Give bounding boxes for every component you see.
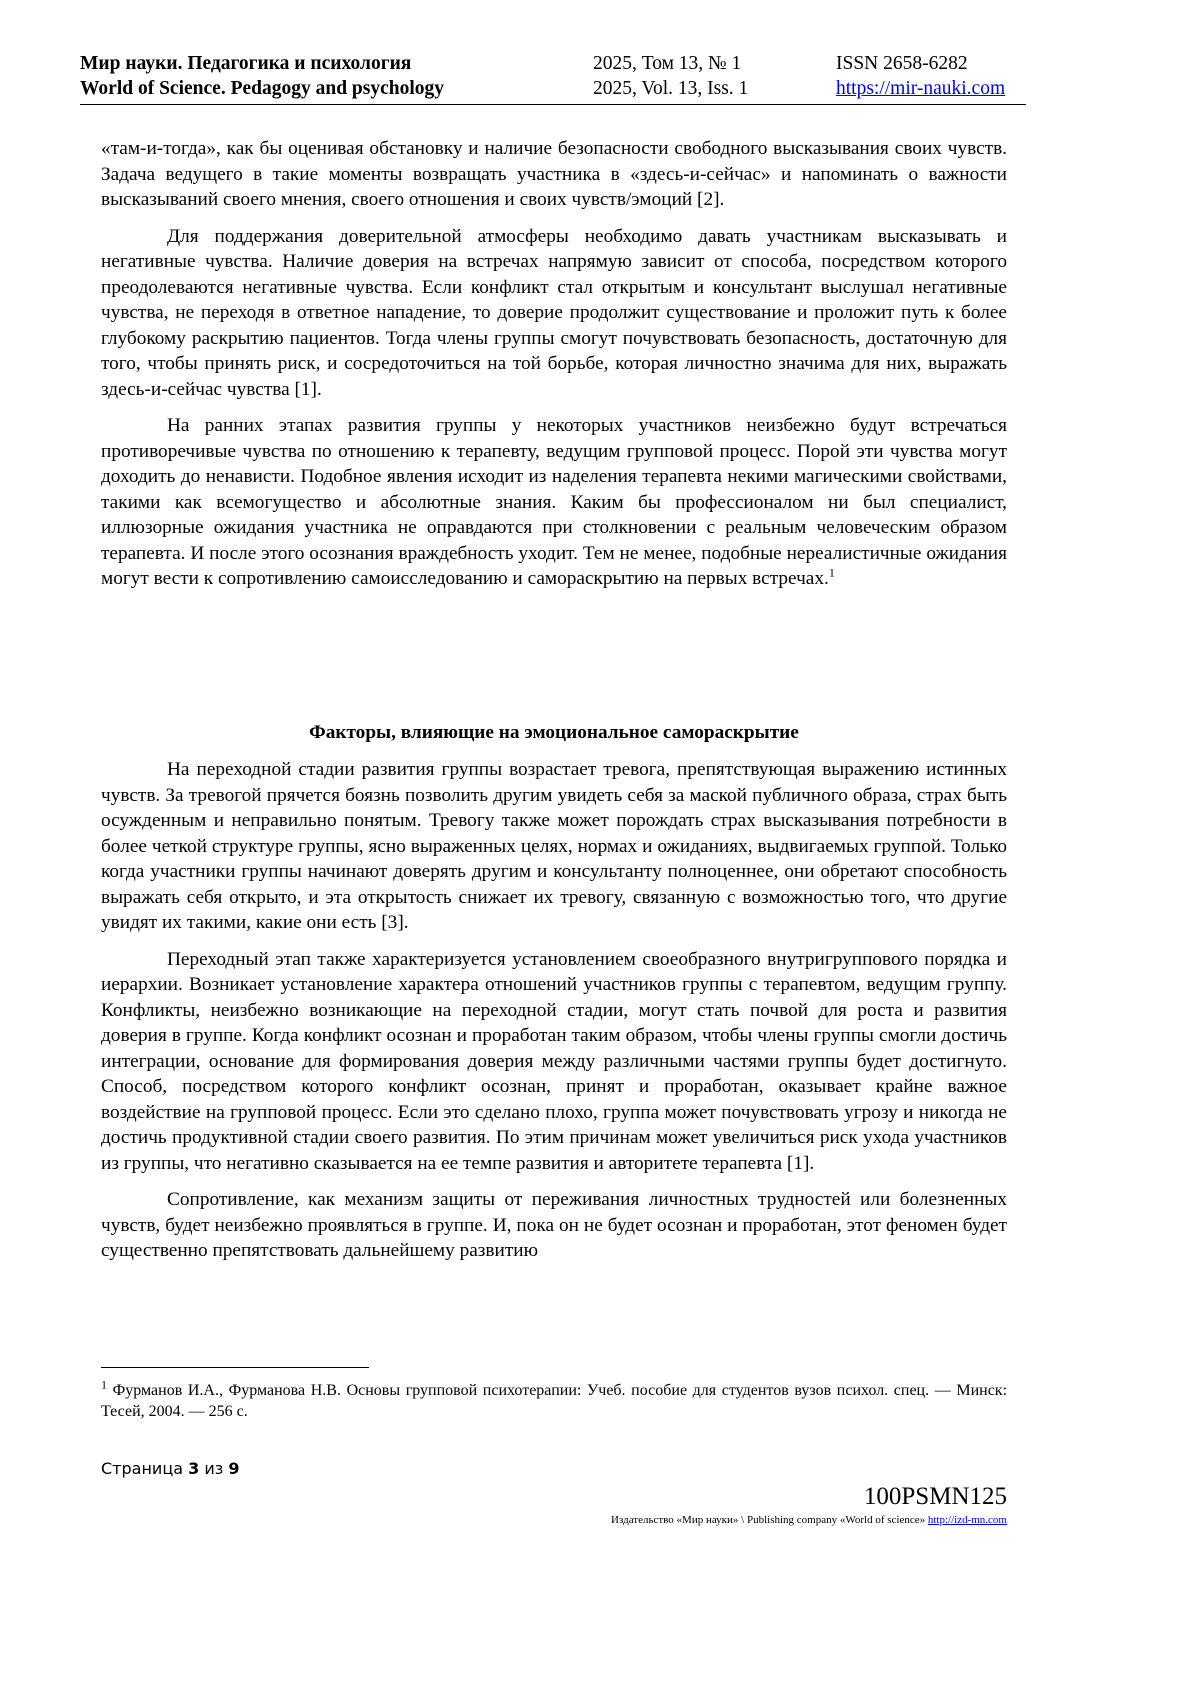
issn-block [836, 51, 1005, 101]
journal-title-en: World of Science. Pedagogy and psychology [80, 78, 445, 99]
page-word: Страница [101, 1459, 184, 1478]
page-total: 9 [228, 1459, 240, 1478]
issue-info [593, 51, 748, 101]
article-body-top [101, 136, 1007, 603]
running-header [80, 51, 1026, 105]
paragraph-text: На ранних этапах развития группы у некоторых участников неизбежно будут встречаться противоречивые чувства по отношению к терапевту, ведущим групповой процесс. Порой эти чувства могут доходить до ненависти. Подобное явления исходит из наделения терапевта некими магическими свойствами, такими как всемогущество и абсолютные знания. Каким бы профессионалом ни был специалист, иллюзорные ожидания участника не оправдаются при столкновении с реальным человеческим образом терапевта. И после этого осознания враждебность уходит. Тем не менее, подобные нереалистичные ожидания могут вести к сопротивлению самоисследованию и самораскрытию на первых встречах. [101, 415, 1007, 589]
footnote-text: Фурманов И.А., Фурманова Н.В. Основы групповой психотерапии: Учеб. пособие для студентов вузов психол. спец. — Минск: Тесей, 2004. — 256 с. [101, 1382, 1008, 1420]
article-code: 100PSMN125 [863, 1483, 1007, 1510]
publisher-name: Издательство «Мир науки» \ Publishing company «World of science» [611, 1514, 926, 1526]
paragraph: «там-и-тогда», как бы оценивая обстановку и наличие безопасности свободного высказывания своих чувств. Задача ведущего в такие моменты возвращать участника в «здесь-и-сейчас» и напоминать о важности высказываний своего мнения, своего отношения и своих чувств/эмоций [2]. [101, 138, 1007, 210]
footnote-reference[interactable]: 1 [828, 565, 835, 580]
publisher-line [611, 1513, 1007, 1527]
issue-en: 2025, Vol. 13, Iss. 1 [593, 78, 749, 99]
footnote [101, 1377, 1008, 1422]
page-number [101, 1459, 239, 1479]
paragraph: На переходной стадии развития группы возрастает тревога, препятствующая выражению истинных чувств. За тревогой прячется боязнь позволить другим увидеть себя за маской публичного образа, страх быть осужденным и неправильно понятым. Тревогу также может порождать страх высказывания потребности в более четкой структуре группы, ясно выраженных целях, нормах и ожиданиях, выдвигаемых группой. Только когда участники группы начинают доверять другим и консультанту полноценнее, они обретают способность выражать себя открыто, и эта открытость снижает их тревогу, связанную с возможностью того, что другие увидят их такими, какие они есть [3]. [101, 759, 1007, 933]
issn: ISSN 2658-6282 [836, 53, 968, 74]
footnote-mark: 1 [101, 1377, 107, 1392]
publisher-link[interactable]: http://izd-mn.com [927, 1514, 1007, 1526]
paragraph [101, 413, 1007, 592]
section-heading: Факторы, влияющие на эмоциональное самораскрытие [309, 722, 799, 743]
page-current: 3 [188, 1459, 200, 1478]
issue-ru: 2025, Том 13, № 1 [593, 53, 742, 74]
journal-title [80, 51, 444, 101]
article-body-section [101, 757, 1007, 1275]
journal-site-link[interactable]: https://mir-nauki.com [836, 78, 1006, 99]
journal-title-ru: Мир науки. Педагогика и психология [80, 53, 412, 74]
paragraph: Сопротивление, как механизм защиты от переживания личностных трудностей или болезненных чувств, будет неизбежно проявляться в группе. И, пока он не будет осознан и проработан, этот феномен будет существенно препятствовать дальнейшему развитию [101, 1189, 1007, 1261]
paragraph: Для поддержания доверительной атмосферы необходимо давать участникам высказывать и негативные чувства. Наличие доверия на встречах напрямую зависит от способа, посредством которого преодолеваются негативные чувства. Если конфликт стал открытым и консультант выслушал негативные чувства, не переходя в ответное нападение, то доверие продолжит существование и проложит путь к более глубокому раскрытию пациентов. Тогда члены группы смогут почувствовать безопасность, достаточную для того, чтобы принять риск, и сосредоточиться на той борьбе, которая личностно значима для них, выражать здесь-и-сейчас чувства [1]. [101, 225, 1007, 400]
page-of: из [204, 1459, 224, 1478]
paragraph: Переходный этап также характеризуется установлением своеобразного внутригруппового порядка и иерархии. Возникает установление характера отношений участников группы с терапевтом, ведущим группу. Конфликты, неизбежно возникающие на переходной стадии, могут стать почвой для роста и развития доверия в группе. Когда конфликт осознан и проработан таким образом, чтобы члены группы смогли достичь интеграции, основание для формирования доверия между различными частями группы будет достигнуто. Способ, посредством которого конфликт осознан, принят и проработан, оказывает крайне важное воздействие на групповой процесс. Если это сделано плохо, группа может почувствовать угрозу и никогда не достичь продуктивной стадии своего развития. По этим причинам может увеличиться риск ухода участников из группы, что негативно сказывается на ее темпе развития и авторитете терапевта [1]. [101, 948, 1007, 1174]
footnote-divider [101, 1367, 369, 1368]
